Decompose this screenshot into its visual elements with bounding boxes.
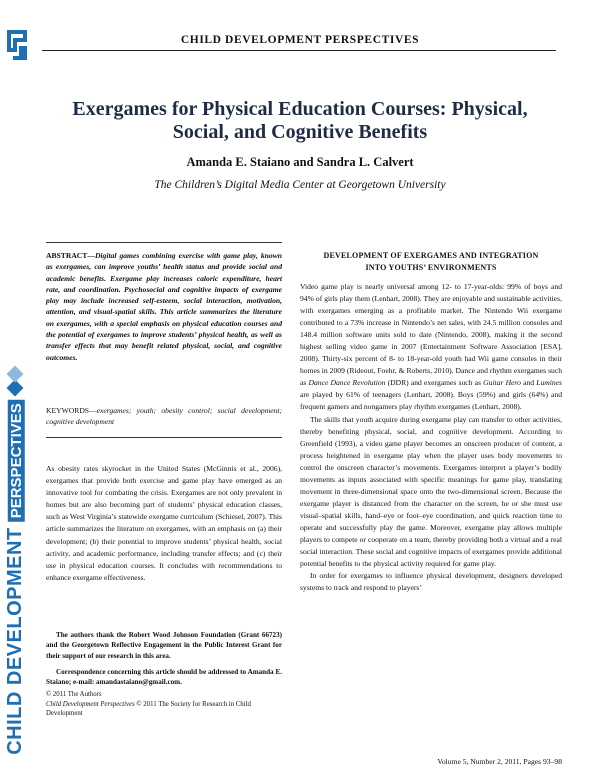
abstract-top-rule	[46, 242, 282, 243]
abstract-label: ABSTRACT—	[46, 251, 95, 260]
page-footer-citation: Volume 5, Number 2, 2011, Pages 93–98	[437, 757, 562, 766]
acknowledgments	[46, 630, 282, 687]
game-title: Dance Dance Revolution	[308, 378, 386, 388]
side-title-badge: PERSPECTIVES	[8, 400, 25, 521]
copyright-society: © 2011 The Society for Research in Child Development	[46, 700, 251, 717]
intro-paragraph: As obesity rates skyrocket in the United States (McGinnis et al., 2006), exergames that provide both exercise and game play have emerged as an innovative tool for combating the crisis. Exergames are not only prevalent in homes but are also becoming part of students’ physical education classes, such as West Virginia’s statewide exergame curriculum (Schiesel, 2007). This article summarizes the literature on exergames, with an emphasis on (a) their development; (b) their potential to improve students’ physical health, social activity, and academic performance, including transfer effects; and (c) their use in physical education courses. It concludes with recommendations to enhance exergame effectiveness.	[46, 464, 282, 582]
body-text: are played by 61% of teenagers (Lenhart, 2008). Boys (59%) and girls (64%) and frequent gamers and nongamers play rhythm exergames (Lenhart, 2008).	[300, 390, 562, 412]
correspondence-note: Correspondence concerning this article should be addressed to Amanda E. Staiano; e-mail: amandastaiano@gmail.com.	[46, 667, 282, 687]
copyright-journal: Child Development Perspectives	[46, 700, 135, 708]
keywords	[46, 405, 282, 428]
affiliation: The Children’s Digital Media Center at Georgetown University	[154, 179, 446, 191]
header-divider	[42, 50, 556, 51]
body-text: Video game play is nearly universal among 12- to 17-year-olds: 99% of boys and 94% of girls play them (Lenhart, 2008). They are enjoyable and sustainable activities, with exergames emerging as a profitable market. The Nintendo Wii exergame contributed to a 73% increase in Nintendo’s net sales, with 24.5 million consoles and 148.4 million software units sold to date (Nintendo, 2008), making it the second highest selling video game in 2007 (Entertainment Software Association [ESA], 2008). Thirty-six percent of 8- to 18-year-old youth had Wii game consoles in their homes in 2009 (Rideout, Foehr, & Roberts, 2010). Dance and rhythm exergames such as	[300, 282, 562, 388]
article-title	[60, 98, 540, 144]
body-text: and	[520, 378, 537, 388]
section-body	[300, 281, 562, 594]
copyright-line-2	[46, 700, 282, 719]
authors: Amanda E. Staiano and Sandra L. Calvert	[186, 155, 414, 169]
journal-name: CHILD DEVELOPMENT PERSPECTIVES	[180, 34, 420, 46]
side-title-main: CHILD DEVELOPMENT	[3, 527, 26, 755]
section-heading-line-2: INTO YOUTHS’ ENVIRONMENTS	[365, 263, 497, 272]
game-title: Guitar Hero	[483, 378, 521, 388]
abstract-bottom-rule	[46, 437, 282, 438]
body-paragraph	[300, 281, 562, 414]
body-paragraph: The skills that youth acquire during exergame play can transfer to other activities, thereby benefiting physical, social, and cognitive development. According to Greenfield (1993), a video game player becomes an onscreen producer of content, a process heightened in exergame play when the player uses body movements to control the onscreen character’s movements. Exergames interpret a player’s bodily movements as inputs associated with specific meanings for game play, translating movement in three-dimensional space onto the two-dimensional screen. Because the exergame player is distanced from the character on the screen, he or she must use visual–spatial skills, hand–eye or foot–eye coordination, and quick reaction time to operate and successfully play the game. Moreover, exergame play allows multiple players to compete or cooperate on a team, thereby providing both a virtual and a real social interaction. These social and cognitive impacts of exergames provide additional potential benefits to the physical activity required for game play.	[300, 414, 562, 569]
title-line-2: Social, and Cognitive Benefits	[172, 121, 428, 143]
copyright	[46, 690, 282, 719]
title-line-1: Exergames for Physical Education Courses: Physical,	[72, 98, 528, 120]
keywords-text: exergames; youth; obesity control; social development; cognitive development	[46, 406, 282, 427]
section-heading-line-1: DEVELOPMENT OF EXERGAMES AND INTEGRATION	[323, 251, 539, 260]
game-title: Lumines	[536, 378, 562, 388]
body-paragraph: In order for exergames to influence physical development, designers developed systems to track and respond to players’	[300, 571, 562, 593]
keywords-label: KEYWORDS—	[46, 406, 97, 415]
abstract	[46, 250, 282, 363]
copyright-line-1: © 2011 The Authors	[46, 691, 102, 698]
body-text: (DDR) and exergames such as	[385, 378, 484, 388]
thanks-note: The authors thank the Robert Wood Johnson Foundation (Grant 66723) and the Georgetown Reflective Engagement in the Public Interest Grant for their support of our research in this area.	[46, 631, 282, 660]
section-heading	[300, 250, 562, 274]
abstract-text: Digital games combining exercise with game play, known as exergames, can improve youths’ health status and provide social and academic benefits. Exergame play increases caloric expenditure, heart rate, and coordination. Psychosocial and cognitive impacts of exergame play may include increased self-esteem, social interaction, motivation, attention, and visual-spatial skills. This article summarizes the literature on exergames, with a special emphasis on physical education courses and the potential of exergames to improve students’ physical health, as well as transfer effects that may benefit related physical, social, and cognitive outcomes.	[46, 251, 282, 362]
journal-side-title	[3, 403, 26, 755]
